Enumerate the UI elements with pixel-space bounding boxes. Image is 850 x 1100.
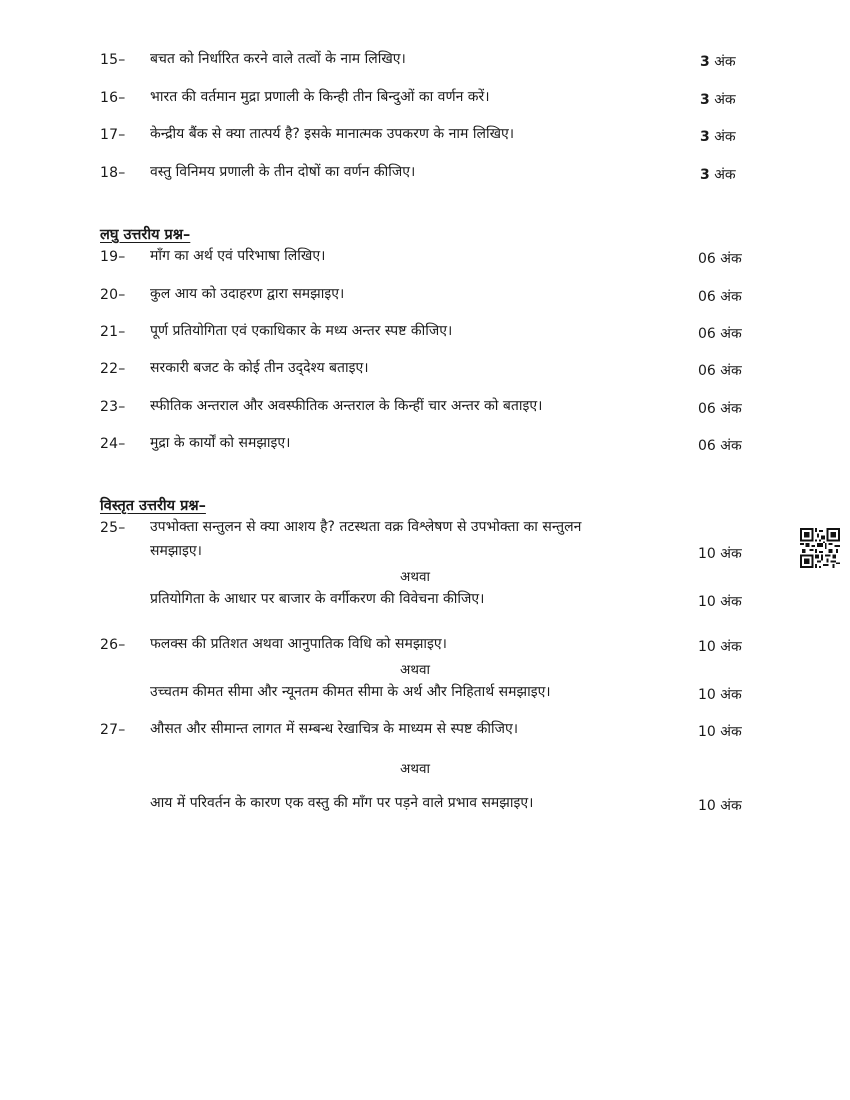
question-alt-text: उच्चतम कीमत सीमा और न्यूनतम कीमत सीमा के अर्थ और निहितार्थ समझाइए।: [150, 684, 551, 700]
question-marks: 06 अंक: [698, 363, 742, 379]
question-marks: 10 अंक: [698, 546, 742, 562]
question-marks: 10 अंक: [698, 724, 742, 740]
question-marks: 06 अंक: [698, 289, 742, 305]
marks-unit: अंक: [714, 92, 736, 108]
question-number: 17–: [100, 127, 126, 143]
question-marks: 06 अंक: [698, 326, 742, 342]
marks-value: 3: [700, 129, 710, 145]
marks-value: 3: [700, 167, 710, 183]
question-number: 19–: [100, 249, 126, 265]
question-alt-marks: 10 अंक: [698, 594, 742, 610]
question-number: 26–: [100, 637, 126, 653]
question-marks: 06 अंक: [698, 251, 742, 267]
section-heading-long: विस्तृत उत्तरीय प्रश्न–: [100, 498, 206, 514]
question-number: 23–: [100, 399, 126, 415]
question-number: 20–: [100, 287, 126, 303]
question-number: 16–: [100, 90, 126, 106]
or-label: अथवा: [400, 662, 430, 678]
question-marks: [700, 127, 736, 146]
question-alt-marks: 10 अंक: [698, 687, 742, 703]
question-text: फलक्स की प्रतिशत अथवा आनुपातिक विधि को समझाइए।: [150, 636, 447, 652]
question-number: 18–: [100, 165, 126, 181]
question-number: 27–: [100, 722, 126, 738]
question-marks: [700, 52, 736, 71]
question-text: पूर्ण प्रतियोगिता एवं एकाधिकार के मध्य अन्तर स्पष्ट कीजिए।: [150, 323, 453, 339]
question-number: 22–: [100, 361, 126, 377]
marks-unit: अंक: [714, 54, 736, 70]
or-label: अथवा: [400, 569, 430, 585]
question-text: केन्द्रीय बैंक से क्या तात्पर्य है? इसके मानात्मक उपकरण के नाम लिखिए।: [150, 126, 515, 142]
question-text-line1: उपभोक्ता सन्तुलन से क्या आशय है? तटस्थता वक्र विश्लेषण से उपभोक्ता का सन्तुलन: [150, 519, 582, 535]
marks-value: 3: [700, 92, 710, 108]
qr-code-icon: [800, 528, 840, 568]
question-alt-text: आय में परिवर्तन के कारण एक वस्तु की माँग पर पड़ने वाले प्रभाव समझाइए।: [150, 795, 534, 811]
section-heading-short: लघु उत्तरीय प्रश्न–: [100, 227, 191, 243]
question-text: सरकारी बजट के कोई तीन उद्‌देश्य बताइए।: [150, 360, 369, 376]
marks-unit: अंक: [714, 167, 736, 183]
question-number: 24–: [100, 436, 126, 452]
question-number: 25–: [100, 520, 126, 536]
question-text: औसत और सीमान्त लागत में सम्बन्ध रेखाचित्र के माध्यम से स्पष्ट कीजिए।: [150, 721, 519, 737]
question-text: स्फीतिक अन्तराल और अवस्फीतिक अन्तराल के किन्हीं चार अन्तर को बताइए।: [150, 398, 543, 414]
question-marks: 06 अंक: [698, 438, 742, 454]
question-text-line2: समझाइए।: [150, 543, 202, 559]
question-alt-text: प्रतियोगिता के आधार पर बाजार के वर्गीकरण की विवेचना कीजिए।: [150, 591, 485, 607]
or-label: अथवा: [400, 761, 430, 777]
marks-value: 3: [700, 54, 710, 70]
question-text: कुल आय को उदाहरण द्वारा समझाइए।: [150, 286, 345, 302]
question-text: भारत की वर्तमान मुद्रा प्रणाली के किन्ही तीन बिन्दुओं का वर्णन करें।: [150, 89, 490, 105]
question-number: 21–: [100, 324, 126, 340]
question-text: माँग का अर्थ एवं परिभाषा लिखिए।: [150, 248, 326, 264]
question-marks: [700, 165, 736, 184]
question-marks: [700, 90, 736, 109]
question-marks: 06 अंक: [698, 401, 742, 417]
question-alt-marks: 10 अंक: [698, 798, 742, 814]
question-text: वस्तु विनिमय प्रणाली के तीन दोषों का वर्णन कीजिए।: [150, 164, 416, 180]
question-text: मुद्रा के कार्यों को समझाइए।: [150, 435, 291, 451]
question-marks: 10 अंक: [698, 639, 742, 655]
marks-unit: अंक: [714, 129, 736, 145]
question-number: 15–: [100, 52, 126, 68]
question-text: बचत को निर्धारित करने वाले तत्वों के नाम लिखिए।: [150, 51, 406, 67]
